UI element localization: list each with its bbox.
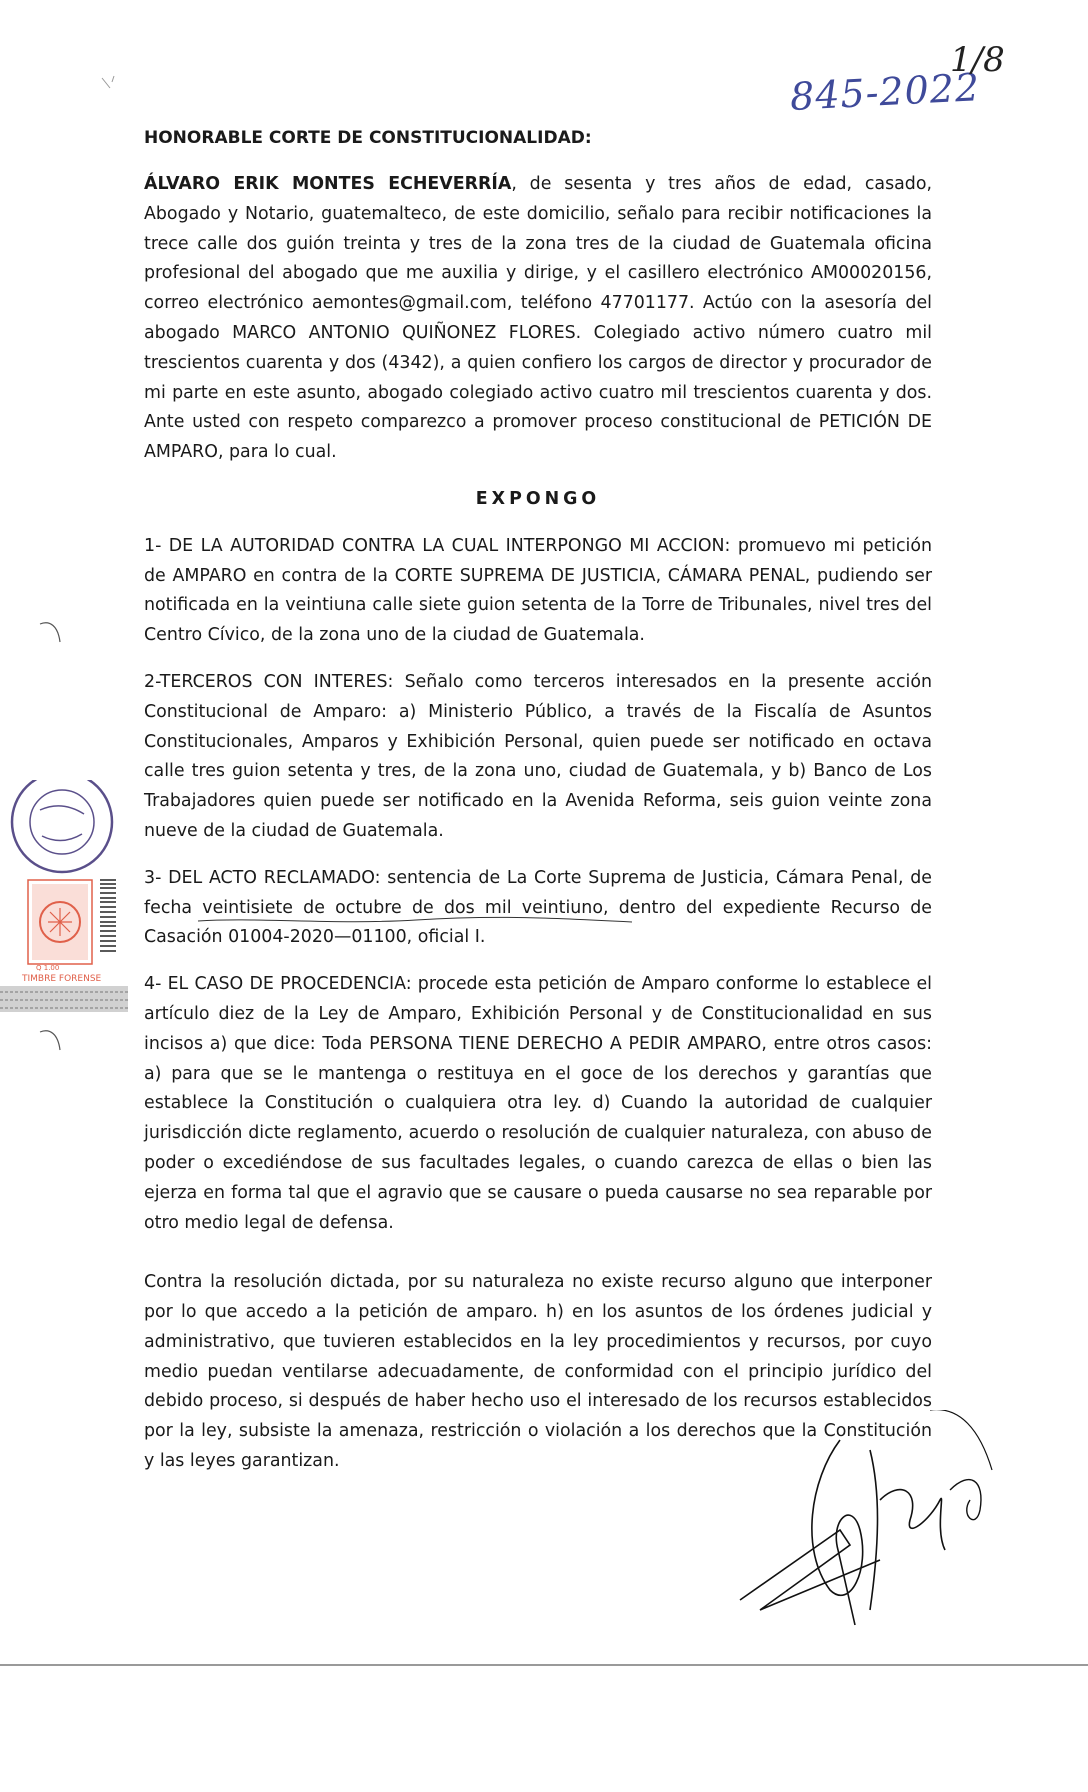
underline-mark: [196, 912, 636, 931]
paragraph-resolution: Contra la resolución dictada, por su naturaleza no existe recurso alguno que interponer por lo que accedo a la petición de amparo. h) en los asuntos de los órdenes judicial y administrativo, que tuvieren establecidos en la ley procedimientos y recursos, por cuyo medio puedan ventilarse adecuadamente, de conformidad con el principio jurídico del debido proceso, si después de haber hecho uso el interesado de los recursos establecidos por la ley, subsiste la amenaza, restricción o violación a los derechos que la Constitución y las leyes garantizan.: [144, 1272, 932, 1472]
handwritten-page-fraction: 1/8: [950, 40, 1005, 80]
forensic-stamp: [0, 780, 128, 1020]
paragraph-third-parties: 2-TERCEROS CON INTERES: Señalo como terceros interesados en la presente acción Constitucional de Amparo: a) Ministerio Público, a través de la Fiscalía de Asuntos Constitucionales, Amparos y Exhibición Personal, quien puede ser notificado en octava calle tres guion setenta y tres, de la zona uno, ciudad de Guatemala, y b) Banco de Los Trabajadores quien puede ser notificado en la Avenida Reforma, seis guion veinte zona nueve de la ciudad de Guatemala.: [144, 671, 932, 841]
scan-mark-top-left: [100, 74, 124, 98]
stamp-label: TIMBRE FORENSE: [22, 974, 102, 984]
document-body: [144, 170, 932, 1494]
intro-paragraph: [144, 170, 932, 468]
handwritten-signature: [730, 1410, 1010, 1650]
intro-text: , de sesenta y tres años de edad, casado, Abogado y Notario, guatemalteco, de este domicilio, señalo para recibir notificaciones la trece calle dos guión treinta y tres de la zona tres de la ciudad de Guatemala oficina profesional del abogado que me auxilia y dirige, y el casillero electrónico AM00020156, correo electrónico aemontes@gmail.com, teléfono 47701177. Actúo con la asesoría del abogado MARCO ANTONIO QUIÑONEZ FLORES. Colegiado activo número cuatro mil trescientos cuarenta y dos (4342), a quien confiero los cargos de director y procurador de mi parte en este asunto, abogado colegiado activo cuatro mil trescientos cuarenta y dos. Ante usted con respeto comparezco a promover proceso constitucional de PETICIÓN DE AMPARO, para lo cual.: [144, 174, 932, 463]
stamp-value: Q 1.00: [36, 964, 60, 972]
document-heading: HONORABLE CORTE DE CONSTITUCIONALIDAD:: [144, 128, 592, 148]
paragraph-procedure: 4- EL CASO DE PROCEDENCIA: procede esta petición de Amparo conforme lo establece el artículo diez de la Ley de Amparo, Exhibición Personal y de Constitucionalidad en sus incisos a) que dice: Toda PERSONA TIENE DERECHO A PEDIR AMPARO, entre otros casos: a) para que se le mantenga o restituya en el goce de los derechos y garantías que establece la Constitución o cualquiera otra ley. d) Cuando la autoridad de cualquier jurisdicción dicte reglamento, acuerdo o resolución de cualquier naturaleza, con abuso de poder o excediéndose de sus facultades legales, o cuando carezca de ellas o bien las ejerza en forma tal que el agravio que se causare o pueda causarse no sea reparable por otro medio legal de defensa.: [144, 974, 932, 1233]
margin-mark-1: [36, 618, 66, 652]
petitioner-name: ÁLVARO ERIK MONTES ECHEVERRÍA: [144, 174, 512, 194]
paragraph-authority: 1- DE LA AUTORIDAD CONTRA LA CUAL INTERPONGO MI ACCION: promuevo mi petición de AMPARO en contra de la CORTE SUPREMA DE JUSTICIA, CÁMARA PENAL, pudiendo ser notificada en la veintiuna calle siete guion setenta de la Torre de Tribunales, nivel tres del Centro Cívico, de la zona uno de la ciudad de Guatemala.: [144, 535, 932, 646]
section-title: EXPONGO: [475, 488, 601, 509]
margin-mark-2: [36, 1026, 66, 1060]
handwritten-file-number: 845-2022: [788, 65, 982, 119]
bottom-rule: [0, 1664, 1088, 1666]
paragraph-claimed-act: 3- DEL ACTO RECLAMADO: sentencia de La Corte Suprema de Justicia, Cámara Penal, de fecha veintisiete de octubre de dos mil veintiuno, dentro del expediente Recurso de Casación 01004-2020—01100, oficial I.: [144, 867, 932, 948]
